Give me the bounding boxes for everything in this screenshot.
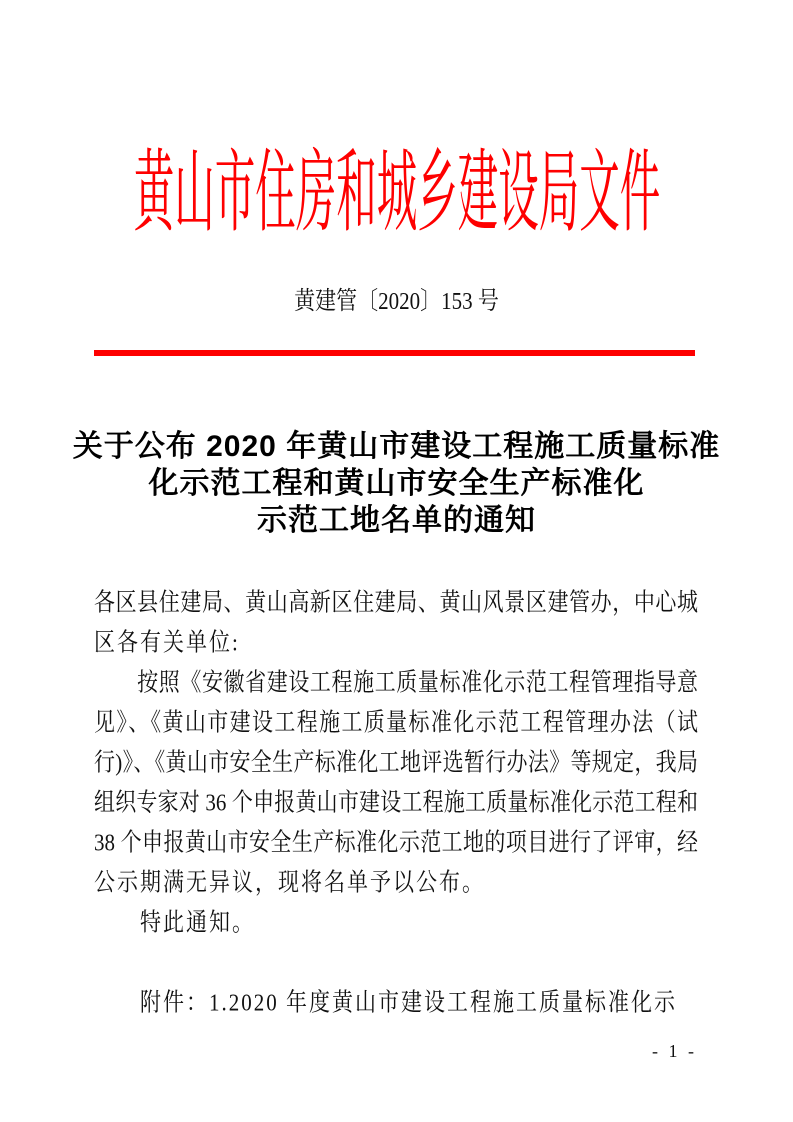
- notice-title: [0, 428, 793, 539]
- body-line: 行)》、《黄山市安全生产标准化工地评选暂行办法》等规定，我局: [94, 747, 698, 777]
- red-header-banner: [0, 144, 793, 244]
- body-line: 按照《安徽省建设工程施工质量标准化示范工程管理指导意: [94, 667, 698, 697]
- notice-title-line-1: 关于公布 2020 年黄山市建设工程施工质量标准: [72, 430, 721, 463]
- notice-title-line-2: 化示范工程和黄山市安全生产标准化: [148, 467, 645, 500]
- body-line: 特此通知。: [94, 907, 255, 937]
- blank-line: [94, 942, 698, 982]
- body-line: 公示期满无异议，现将名单予以公布。: [94, 867, 485, 897]
- body-line: 区各有关单位:: [94, 627, 240, 657]
- page-number: - 1 -: [652, 1041, 697, 1061]
- notice-body: [94, 582, 698, 1022]
- document-number: 黄建管〔2020〕153 号: [294, 286, 499, 316]
- attachment-line: 附件：1.2020 年度黄山市建设工程施工质量标准化示: [94, 987, 677, 1017]
- red-divider-line: [94, 350, 695, 356]
- body-line: 组织专家对 36 个申报黄山市建设工程施工质量标准化示范工程和: [94, 787, 698, 817]
- issuing-agency-banner-title: 黄山市住房和城乡建设局文件: [133, 144, 660, 243]
- body-line: 38 个申报黄山市安全生产标准化示范工地的项目进行了评审，经: [94, 827, 698, 857]
- body-line: 见》、《黄山市建设工程施工质量标准化示范工程管理办法（试: [94, 707, 698, 737]
- notice-title-line-3: 示范工地名单的通知: [257, 504, 536, 537]
- body-line: 各区县住建局、黄山高新区住建局、黄山风景区建管办，中心城: [94, 587, 698, 617]
